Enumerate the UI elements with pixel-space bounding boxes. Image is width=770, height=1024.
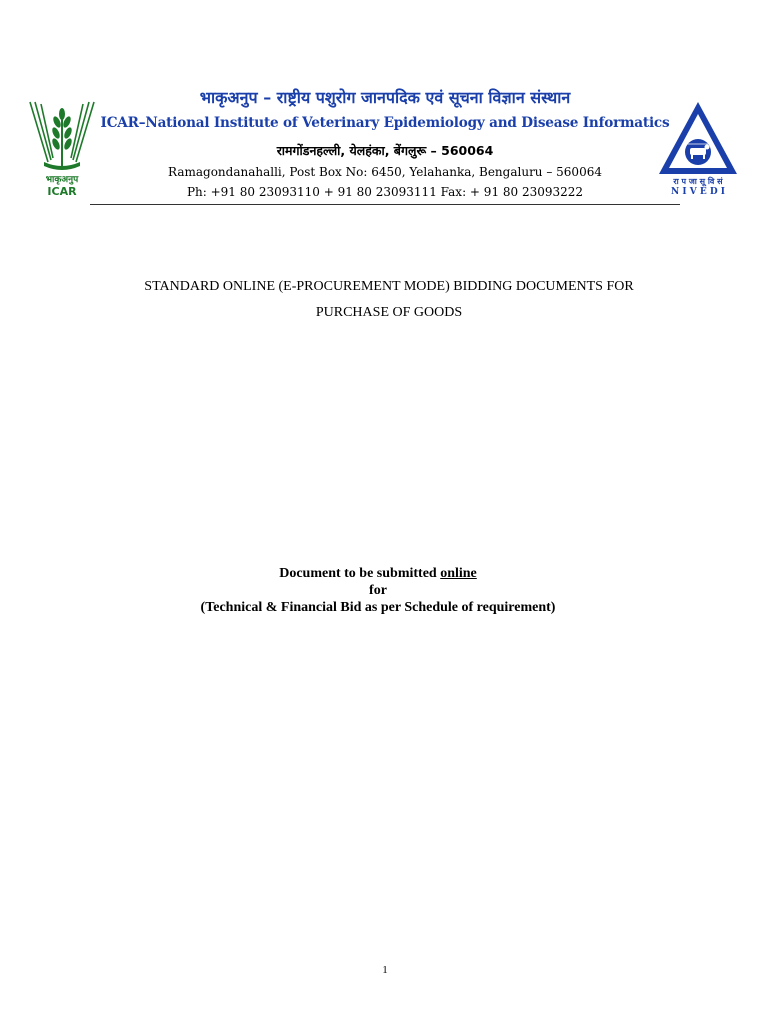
institute-address: Ramagondanahalli, Post Box No: 6450, Yelahanka, Bengaluru – 560064	[168, 165, 602, 179]
institute-phone: Ph: +91 80 23093110 + 91 80 23093111 Fax: + 91 80 23093222	[186, 185, 584, 199]
submission-note	[0, 565, 756, 616]
submission-prefix: Document to be submitted	[279, 566, 441, 581]
header-divider	[90, 204, 680, 205]
document-title-line2: PURCHASE OF GOODS	[315, 305, 463, 320]
submission-detail: (Technical & Financial Bid as per Schedule of requirement)	[200, 600, 556, 615]
institute-english-title: ICAR–National Institute of Veterinary Epidemiology and Disease Informatics	[100, 115, 670, 131]
nivedi-logo-icon	[657, 100, 739, 196]
nivedi-logo-text: N I V E D I	[671, 187, 725, 196]
page-number: 1	[382, 964, 388, 976]
document-title-line1: STANDARD ONLINE (E-PROCUREMENT MODE) BIDDING DOCUMENTS FOR	[144, 279, 634, 294]
nivedi-logo-hindi: रा प जा सू वि सं	[673, 177, 723, 186]
letterhead	[0, 0, 770, 215]
icar-logo-hindi: भाकृअनुप	[45, 175, 79, 185]
institute-hindi-address: रामगोंडनहल्ली, येलहंका, बेंगलुरू – 560064	[276, 143, 494, 158]
document-title	[0, 274, 770, 326]
submission-line1	[0, 565, 756, 582]
submission-online: online	[440, 566, 477, 581]
icar-logo-text: ICAR	[47, 185, 77, 198]
institute-hindi-title: भाकृअनुप – राष्ट्रीय पशुरोग जानपदिक एवं सूचना विज्ञान संस्थान	[199, 88, 571, 107]
submission-for: for	[369, 583, 387, 598]
